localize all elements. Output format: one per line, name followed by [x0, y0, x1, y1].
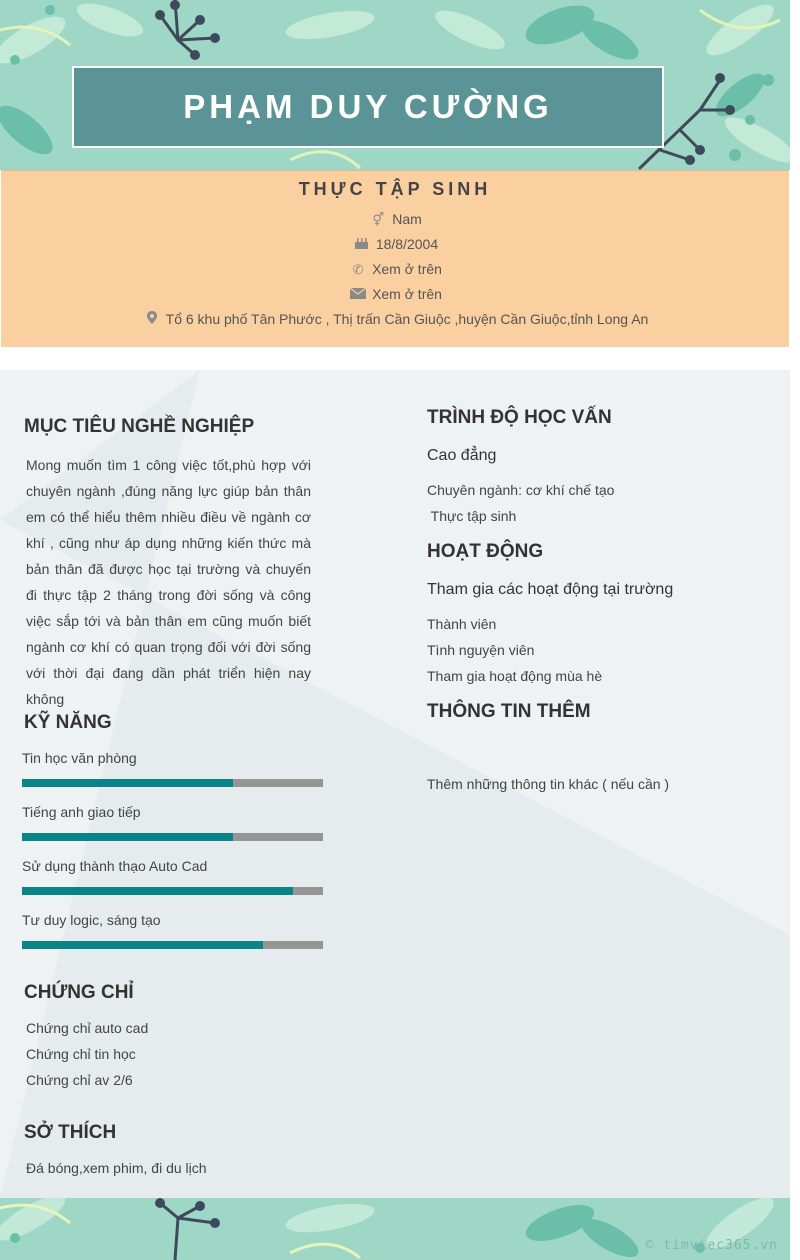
objective-heading: MỤC TIÊU NGHỀ NGHIỆP	[24, 416, 255, 437]
personal-info-section	[1, 170, 789, 347]
phone-value: Xem ở trên	[372, 261, 442, 277]
gender-row	[1, 211, 789, 228]
name-title-box	[72, 66, 664, 148]
email-row	[1, 286, 789, 302]
education-note: Thực tập sinh	[427, 508, 517, 524]
education-heading: TRÌNH ĐỘ HỌC VẤN	[427, 407, 612, 428]
skill-bar	[22, 779, 323, 787]
certificates-heading: CHỨNG CHỈ	[24, 982, 134, 1003]
skill-bar-fill	[22, 833, 233, 841]
birthday-cake-icon	[352, 236, 372, 252]
skill-bar	[22, 833, 323, 841]
skill-label: Tư duy logic, sáng tạo	[22, 912, 161, 928]
activities-heading: HOẠT ĐỘNG	[427, 541, 544, 562]
skill-label: Sử dụng thành thạo Auto Cad	[22, 858, 208, 874]
skill-bar	[22, 941, 323, 949]
activity-item: Tình nguyện viên	[427, 642, 535, 658]
certificate-item: Chứng chỉ av 2/6	[26, 1072, 133, 1088]
hobbies-text: Đá bóng,xem phim, đi du lịch	[26, 1160, 207, 1176]
skill-label: Tiếng anh giao tiếp	[22, 804, 141, 820]
skill-bar	[22, 887, 323, 895]
skill-bar-fill	[22, 941, 263, 949]
extra-info-heading: THÔNG TIN THÊM	[427, 701, 591, 722]
address-row	[1, 311, 789, 327]
job-title: THỰC TẬP SINH	[298, 179, 492, 199]
email-value: Xem ở trên	[372, 286, 442, 302]
activity-item: Thành viên	[427, 616, 497, 632]
address-value: Tổ 6 khu phố Tân Phước , Thị trấn Cần Giuộc ,huyện Cần Giuộc,tỉnh Long An	[165, 311, 649, 327]
candidate-name: PHẠM DUY CƯỜNG	[183, 88, 553, 125]
skill-bar-fill	[22, 779, 233, 787]
phone-row	[1, 261, 789, 278]
skill-label: Tin học văn phòng	[22, 750, 137, 766]
envelope-icon	[348, 287, 368, 302]
birthday-value: 18/8/2004	[375, 236, 439, 252]
certificate-item: Chứng chỉ auto cad	[26, 1020, 149, 1036]
certificate-item: Chứng chỉ tin học	[26, 1046, 136, 1062]
birthday-row	[1, 236, 789, 252]
skill-bar-fill	[22, 887, 293, 895]
education-school: Cao đẳng	[427, 447, 497, 464]
map-pin-icon	[142, 311, 162, 327]
extra-info-text: Thêm những thông tin khác ( nếu cần )	[427, 776, 670, 792]
objective-text: Mong muốn tìm 1 công việc tốt,phù hợp với chuyên ngành ,đúng năng lực giúp bản thân em có thể hiểu thêm nhiều điều về ngành cơ khí , cũng như áp dụng những kiến thức mà bản thân đã được học tại trường và chuyến đi thực tập 2 tháng trong đời sống và công việc sắp tới và bản thân em cũng muốn biết ngành cơ khí có quan trọng đối với đời sống với thời đại đang dần phát triển hiện nay không	[26, 457, 311, 707]
watermark: © timviec365.vn	[645, 1238, 778, 1253]
education-major: Chuyên ngành: cơ khí chế tạo	[427, 482, 615, 498]
gender-icon: ⚥	[372, 212, 385, 227]
activity-item: Tham gia hoạt động mùa hè	[427, 668, 603, 684]
phone-icon: ✆	[352, 262, 364, 277]
hobbies-heading: SỞ THÍCH	[24, 1122, 117, 1143]
gender-value: Nam	[392, 211, 422, 227]
activities-title: Tham gia các hoạt động tại trường	[427, 581, 674, 598]
skills-heading: KỸ NĂNG	[24, 712, 112, 733]
